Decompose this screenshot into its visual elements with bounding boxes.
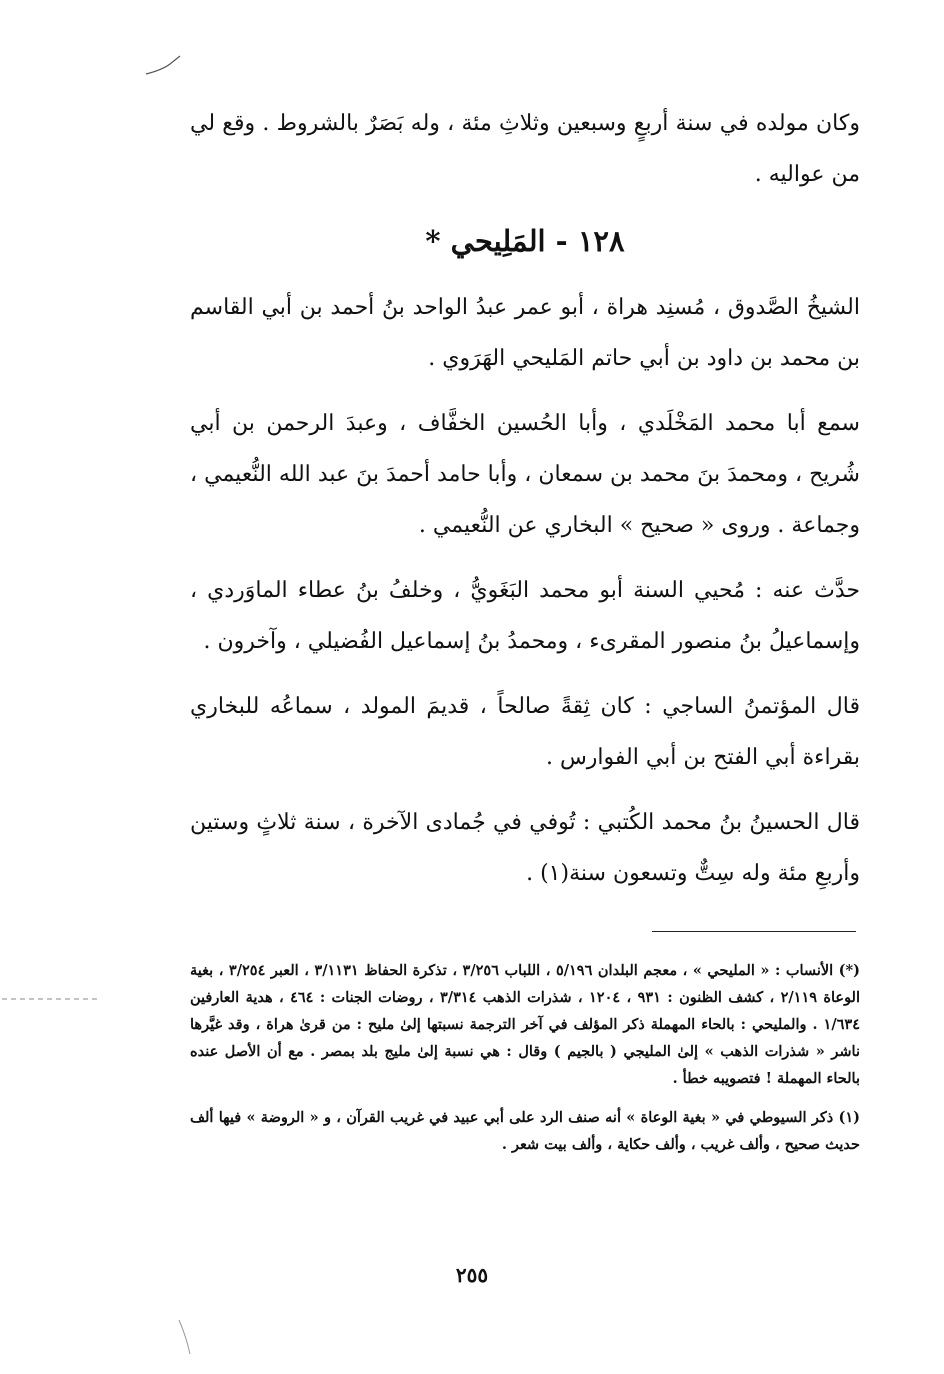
heard-from-paragraph: سمع أبا محمد المَخْلَدي ، وأبا الحُسين الخفَّاف ، وعبدَ الرحمن بن أبي شُريح ، ومحمدَ بنَ محمد بن سمعان ، وأبا حامد أحمدَ بنَ عبد الله النُّعيمي ، وجماعة . وروى « صحيح » البخاري عن النُّعيمي . — [190, 411, 860, 538]
scan-mark-bottom-left — [176, 1318, 196, 1358]
scan-mark-top-left — [140, 50, 190, 80]
scan-mark-left-dash — [0, 996, 100, 1002]
intro-paragraph: وكان مولده في سنة أربعٍ وسبعين وثلاثِ مئة ، وله بَصَرٌ بالشروط . وقع لي من عواليه . — [190, 111, 860, 187]
footnote-one: (١) ذكر السيوطي في « بغية الوعاة » أنه صنف الرد على أبي عبيد في غريب القرآن ، و « الروضة » فيها ألف حديث صحيح ، وألف غريب ، وألف حكاية ، وألف بيت شعر . — [190, 1109, 860, 1153]
name-paragraph: الشيخُ الصَّدوق ، مُسنِد هراة ، أبو عمر عبدُ الواحد بنُ أحمد بن أبي القاسم بن محمد بن داود بن أبي حاتم المَليحي الهَرَوي . — [190, 295, 860, 371]
footnotes — [190, 957, 860, 1170]
narrators-paragraph: حدَّث عنه : مُحيي السنة أبو محمد البَغَويُّ ، وخلفُ بنُ عطاء الماوَردي ، وإسماعيلُ بنُ منصور المقرىء ، ومحمدُ بنُ إسماعيل الفُضيلي ، وآخرون . — [190, 578, 860, 654]
page-number: ٢٥٥ — [455, 1263, 489, 1287]
death-paragraph: قال الحسينُ بنُ محمد الكُتبي : تُوفي في جُمادى الآخرة ، سنة ثلاثٍ وستين وأربعِ مئة وله سِتٌّ وتسعون سنة(١) . — [190, 810, 860, 886]
footnote-star: (*) الأنساب : « المليحي » ، معجم البلدان ٥/١٩٦ ، اللباب ٣/٢٥٦ ، تذكرة الحفاظ ٣/١١٣١ ، العبر ٣/٢٥٤ ، بغية الوعاة ٢/١١٩ ، كشف الظنون : ٩٣١ ، ١٢٠٤ ، شذرات الذهب ٣/٣١٤ ، روضات الجنات : ٤٦٤ ، هدية العارفين ١/٦٣٤ . والمليحي : بالحاء المهملة ذكر المؤلف في آخر الترجمة نسبتها إلىٰ مليح : من قرىٰ هراة ، وقد غيَّرها ناشر « شذرات الذهب » إلىٰ المليجي ( بالجيم ) وقال : هي نسبة إلىٰ مليج بلد بمصر . مع أن الأصل عنده بالحاء المهملة ! فتصويبه خطأ . — [190, 962, 861, 1087]
main-text — [190, 98, 860, 913]
footnote-separator — [652, 931, 856, 932]
entry-heading: ١٢٨ - المَلِيحي * — [425, 224, 625, 258]
saji-paragraph: قال المؤتمنُ الساجي : كان ثِقةً صالحاً ، قديمَ المولد ، سماعُه للبخاري بقراءة أبي الفتح بن أبي الفوارس . — [190, 694, 860, 770]
